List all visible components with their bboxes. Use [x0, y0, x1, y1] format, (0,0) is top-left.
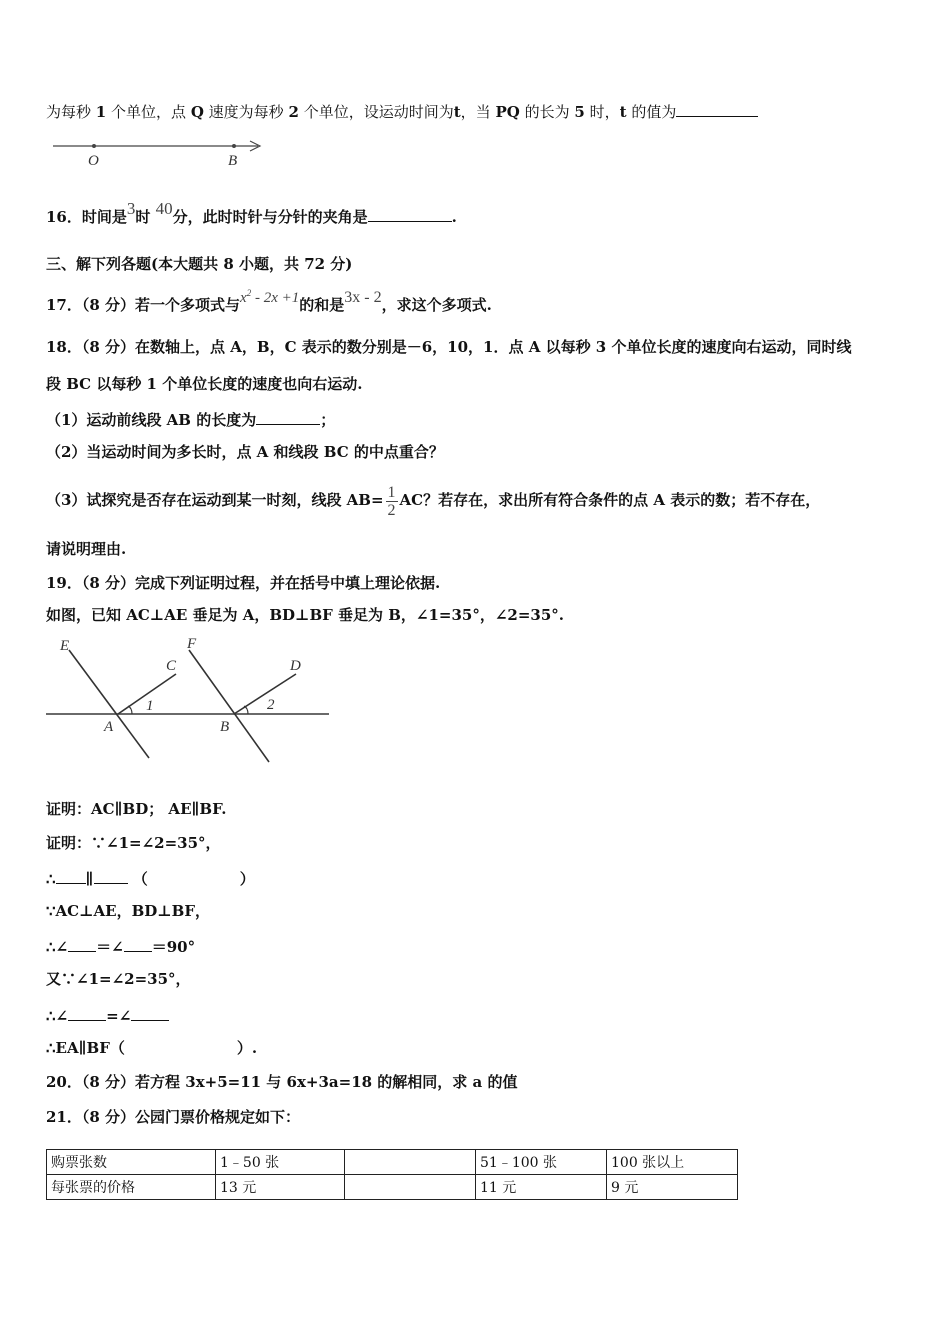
- q17-line: 17．（8 分）若一个多项式与$x^2 - 2x +1$的和是3x - 2，求这个多项式.: [46, 288, 492, 314]
- answer-blank[interactable]: [256, 408, 320, 425]
- q18-sub3-cont: 请说明理由.: [46, 540, 127, 558]
- section-title: 三、解下列各题(本大题共 8 小题，共 72 分): [46, 255, 353, 273]
- point-b: [232, 144, 236, 148]
- q18-line1: 18．（8 分）在数轴上，点 A，B，C 表示的数分别是－6，10，1．点 A 以每秒 3 个单位长度的速度向右运动，同时线: [46, 338, 852, 356]
- table-cell: [345, 1150, 476, 1175]
- label-f: F: [187, 636, 197, 652]
- table-cell: [345, 1175, 476, 1200]
- answer-blank[interactable]: [131, 1004, 169, 1021]
- table-cell: 9 元: [607, 1175, 738, 1200]
- answer-blank[interactable]: [56, 867, 86, 884]
- q21-line: 21．（8 分）公园门票价格规定如下：: [46, 1108, 301, 1126]
- table-cell: 1﹣50 张: [216, 1150, 345, 1175]
- label-e: E: [60, 638, 70, 654]
- label-c: C: [166, 658, 177, 674]
- label-d: D: [290, 658, 301, 674]
- table-cell: 购票张数: [47, 1150, 216, 1175]
- table-cell: 100 张以上: [607, 1150, 738, 1175]
- point-o: [92, 144, 96, 148]
- label-b: B: [220, 719, 230, 735]
- q18-sub2: （2）当运动时间为多长时，点 A 和线段 BC 的中点重合？: [46, 443, 444, 461]
- angle2-label: 2: [267, 697, 275, 713]
- number-line-figure: [50, 136, 270, 172]
- q20-line: 20．（8 分）若方程 3x+5=11 与 6x+3a=18 的解相同，求 a 的值: [46, 1073, 518, 1091]
- line-bd: [234, 674, 296, 714]
- fraction-half: $\frac{1}{2}$: [387, 483, 396, 519]
- proof-step-1: 证明：∵∠1=∠2=35°，: [46, 834, 221, 852]
- line-ea: [69, 650, 149, 758]
- table-cell: 每张票的价格: [47, 1175, 216, 1200]
- q18-line2: 段 BC 以每秒 1 个单位长度的速度也向右运动.: [46, 375, 363, 393]
- label-b: B: [228, 153, 238, 169]
- answer-blank[interactable]: [94, 867, 128, 884]
- table-cell: 11 元: [476, 1175, 607, 1200]
- answer-blank[interactable]: [368, 205, 452, 222]
- q19-line2: 如图，已知 AC⊥AE 垂足为 A，BD⊥BF 垂足为 B，∠1=35°，∠2=35°.: [46, 606, 565, 624]
- proof-step-6: ∴∠ =∠: [46, 1004, 169, 1026]
- price-table: [46, 1149, 738, 1200]
- angle1-label: 1: [146, 698, 154, 714]
- proof-step-3: ∵AC⊥AE，BD⊥BF，: [46, 902, 211, 920]
- answer-blank[interactable]: [676, 100, 758, 117]
- q18-sub3: （3）试探究是否存在运动到某一时刻，线段 AB= $\frac{1}{2}$ AC？若存在，求出所有符合条件的点 A 表示的数；若不存在，: [46, 483, 821, 519]
- table-row: [47, 1175, 738, 1200]
- proof-step-7: ∴EA∥BF（ ）.: [46, 1039, 258, 1057]
- table-cell: 13 元: [216, 1175, 345, 1200]
- proof-step-5: 又∵∠1=∠2=35°，: [46, 970, 191, 988]
- answer-blank[interactable]: [124, 935, 152, 952]
- answer-blank[interactable]: [68, 935, 96, 952]
- proof-step-2: ∴ ∥ （ ）: [46, 867, 255, 889]
- q15-tail-line: 为每秒 1 个单位，点 Q 速度为每秒 2 个单位，设运动时间为t，当 PQ 的长为 5 时，t 的值为: [46, 100, 758, 122]
- answer-blank[interactable]: [68, 1004, 106, 1021]
- proof-step-4: ∴∠ ＝∠ ＝90°: [46, 935, 195, 957]
- line-fb: [189, 650, 269, 762]
- q16-line: 16．时间是3时 40分，此时时针与分针的夹角是 .: [46, 199, 457, 226]
- label-a: A: [104, 719, 114, 735]
- label-o: O: [88, 153, 99, 169]
- q19-line1: 19．（8 分）完成下列证明过程，并在括号中填上理论依据.: [46, 574, 441, 592]
- table-row: [47, 1150, 738, 1175]
- q18-sub1: （1）运动前线段 AB 的长度为 ；: [46, 408, 335, 430]
- parallel-lines-figure: [44, 634, 334, 770]
- table-cell: 51﹣100 张: [476, 1150, 607, 1175]
- proof-goal: 证明：AC∥BD； AE∥BF.: [46, 800, 227, 818]
